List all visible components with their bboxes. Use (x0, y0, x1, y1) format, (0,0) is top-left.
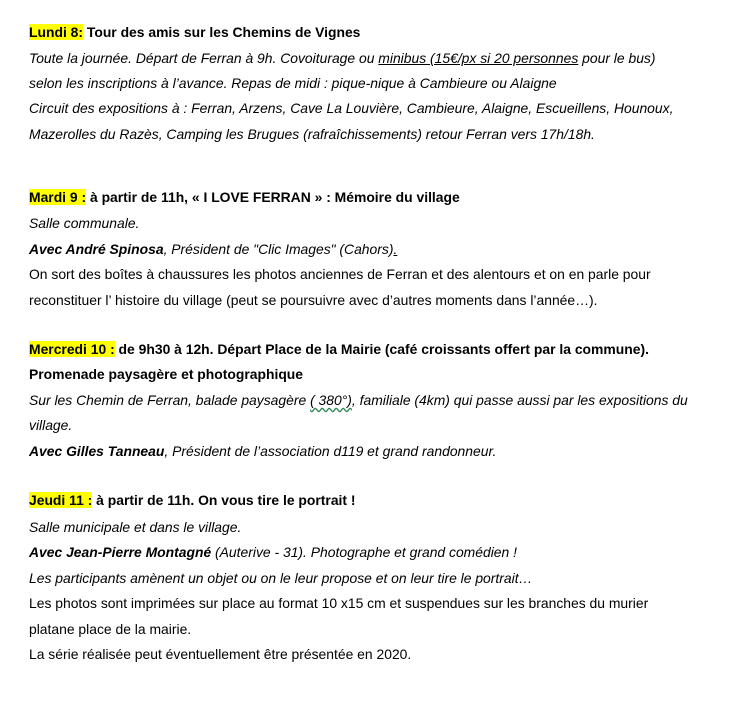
event-title: à partir de 11h, « I LOVE FERRAN » : Mémoire du village (86, 189, 460, 205)
event-text-line: La série réalisée peut éventuellement être présentée en 2020. (29, 646, 412, 662)
event-heading-jeudi (29, 491, 356, 509)
text-segment: , familiale (4km) qui passe aussi par les expositions du (351, 392, 688, 408)
event-title: Tour des amis sur les Chemins de Vignes (83, 24, 361, 40)
text-segment: Sur les Chemin de Ferran, balade paysagère (29, 392, 311, 408)
event-text-line: selon les inscriptions à l’avance. Repas de midi : pique-nique à Cambieure ou Alaigne (29, 75, 557, 91)
event-heading-mardi (29, 188, 460, 206)
guest-info: , Président de "Clic Images" (Cahors) (163, 241, 394, 257)
guest-end: . (393, 241, 398, 257)
event-guest (29, 543, 517, 561)
event-text-line: Mazerolles du Razès, Camping les Brugues (rafraîchissements) retour Ferran vers 17h/18h. (29, 126, 595, 142)
guest-name: Avec Jean-Pierre Montagné (29, 544, 212, 560)
guest-info: (Auterive - 31). Photographe et grand comédien ! (211, 544, 517, 560)
event-text-line (29, 391, 688, 409)
guest-name: Avec Gilles Tanneau (29, 443, 165, 459)
event-heading-mercredi (29, 340, 649, 358)
text-segment: pour le bus) (578, 50, 656, 66)
event-text-line: On sort des boîtes à chaussures les photos anciennes de Ferran et des alentours et on en parle pour (29, 266, 651, 282)
event-text-line: Circuit des expositions à : Ferran, Arzens, Cave La Louvière, Cambieure, Alaigne, Escueillens, Hounoux, (29, 100, 674, 116)
guest-info: , Président de l’association d119 et grand randonneur. (164, 443, 497, 459)
text-segment: Toute la journée. Départ de Ferran à 9h. Covoiturage ou (29, 50, 379, 66)
event-guest (29, 442, 496, 460)
event-place: Salle communale. (29, 215, 140, 231)
day-highlight: Mercredi 10 : (29, 341, 115, 357)
day-highlight: Mardi 9 : (29, 189, 87, 205)
event-text-line: Les participants amènent un objet ou on le leur propose et on leur tire le portrait… (29, 570, 533, 586)
event-text-line: reconstituer l’ histoire du village (peut se poursuivre avec d’autres moments dans l’année…). (29, 292, 598, 308)
guest-name: Avec André Spinosa (29, 241, 164, 257)
event-title: à partir de 11h. On vous tire le portrait ! (92, 492, 356, 508)
event-text-line: village. (29, 417, 73, 433)
event-guest (29, 240, 397, 258)
event-subtitle: Promenade paysagère et photographique (29, 366, 304, 382)
event-text-line: platane place de la mairie. (29, 621, 192, 637)
event-heading-lundi (29, 23, 360, 41)
spellcheck-text: ( 380°) (310, 392, 352, 408)
event-place: Salle municipale et dans le village. (29, 519, 242, 535)
event-text-line: Les photos sont imprimées sur place au format 10 x15 cm et suspendues sur les branches du murier (29, 595, 649, 611)
minibus-underlined-text: minibus (15€/px si 20 personnes (378, 50, 579, 66)
day-highlight: Lundi 8: (29, 24, 84, 40)
day-highlight: Jeudi 11 : (29, 492, 93, 508)
event-text-line (29, 49, 656, 67)
event-title: de 9h30 à 12h. Départ Place de la Mairie (café croissants offert par la commune). (114, 341, 649, 357)
